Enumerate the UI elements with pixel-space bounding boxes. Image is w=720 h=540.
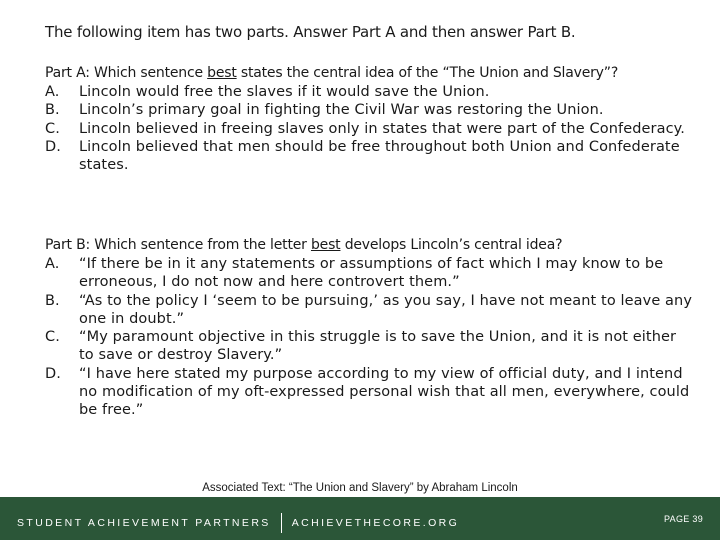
- part-a-option-b[interactable]: [45, 101, 695, 119]
- part-b: [45, 236, 695, 420]
- part-b-option-b[interactable]: [45, 292, 695, 329]
- part-b-option-c[interactable]: [45, 328, 695, 365]
- option-letter: C.: [45, 120, 60, 137]
- part-a-option-a[interactable]: [45, 83, 695, 101]
- footer-bar: [0, 497, 720, 540]
- page-number: PAGE 39: [664, 514, 703, 524]
- option-text: “My paramount objective in this struggle is to save the Union, and it is not either to save or destroy Slavery.”: [79, 329, 677, 364]
- part-b-question-emphasis: best: [310, 237, 341, 253]
- part-a-question-emphasis: best: [207, 65, 237, 81]
- option-letter: B.: [45, 102, 60, 119]
- part-b-question: [45, 236, 695, 254]
- part-a-question-end: states the central idea of the “The Union and Slavery”?: [236, 65, 619, 81]
- brand-name: STUDENT ACHIEVEMENT PARTNERS: [17, 517, 271, 529]
- part-a-question: [45, 64, 695, 82]
- part-a-question-start: Part A: Which sentence: [45, 65, 208, 81]
- option-letter: A.: [45, 84, 60, 100]
- option-text: “If there be in it any statements or assumptions of fact which I may know to be erroneous, I do not now and here controvert them.”: [79, 256, 664, 291]
- part-a: [45, 64, 695, 174]
- option-letter: D.: [45, 138, 61, 155]
- option-text: Lincoln would free the slaves if it would save the Union.: [79, 84, 490, 100]
- option-text: “As to the policy I ‘seem to be pursuing,’ as you say, I have not meant to leave any one in doubt.”: [79, 292, 693, 327]
- instructions: The following item has two parts. Answer Part A and then answer Part B.: [45, 23, 576, 41]
- part-a-option-c[interactable]: [45, 120, 695, 138]
- part-a-option-d[interactable]: [45, 138, 695, 175]
- option-letter: A.: [45, 256, 60, 272]
- option-text: “I have here stated my purpose according to my view of official duty, and I intend no modification of my oft-expressed personal wish that all men, everywhere, could be free.”: [79, 365, 690, 419]
- option-letter: B.: [45, 292, 60, 309]
- option-letter: D.: [45, 365, 61, 382]
- brand-url[interactable]: ACHIEVETHECORE.ORG: [291, 517, 460, 529]
- option-letter: C.: [45, 329, 60, 346]
- part-b-option-a[interactable]: [45, 255, 695, 292]
- brand-lockup: [17, 513, 459, 533]
- option-text: Lincoln believed in freeing slaves only in states that were part of the Confederacy.: [79, 120, 685, 137]
- option-text: Lincoln believed that men should be free throughout both Union and Confederate states.: [79, 138, 680, 174]
- brand-divider: [281, 513, 282, 533]
- part-b-option-d[interactable]: [45, 365, 695, 420]
- part-b-question-start: Part B: Which sentence from the letter: [45, 237, 311, 253]
- associated-text-caption: Associated Text: “The Union and Slavery” by Abraham Lincoln: [202, 482, 518, 494]
- part-b-question-end: develops Lincoln’s central idea?: [340, 237, 563, 253]
- option-text: Lincoln’s primary goal in fighting the Civil War was restoring the Union.: [79, 102, 604, 119]
